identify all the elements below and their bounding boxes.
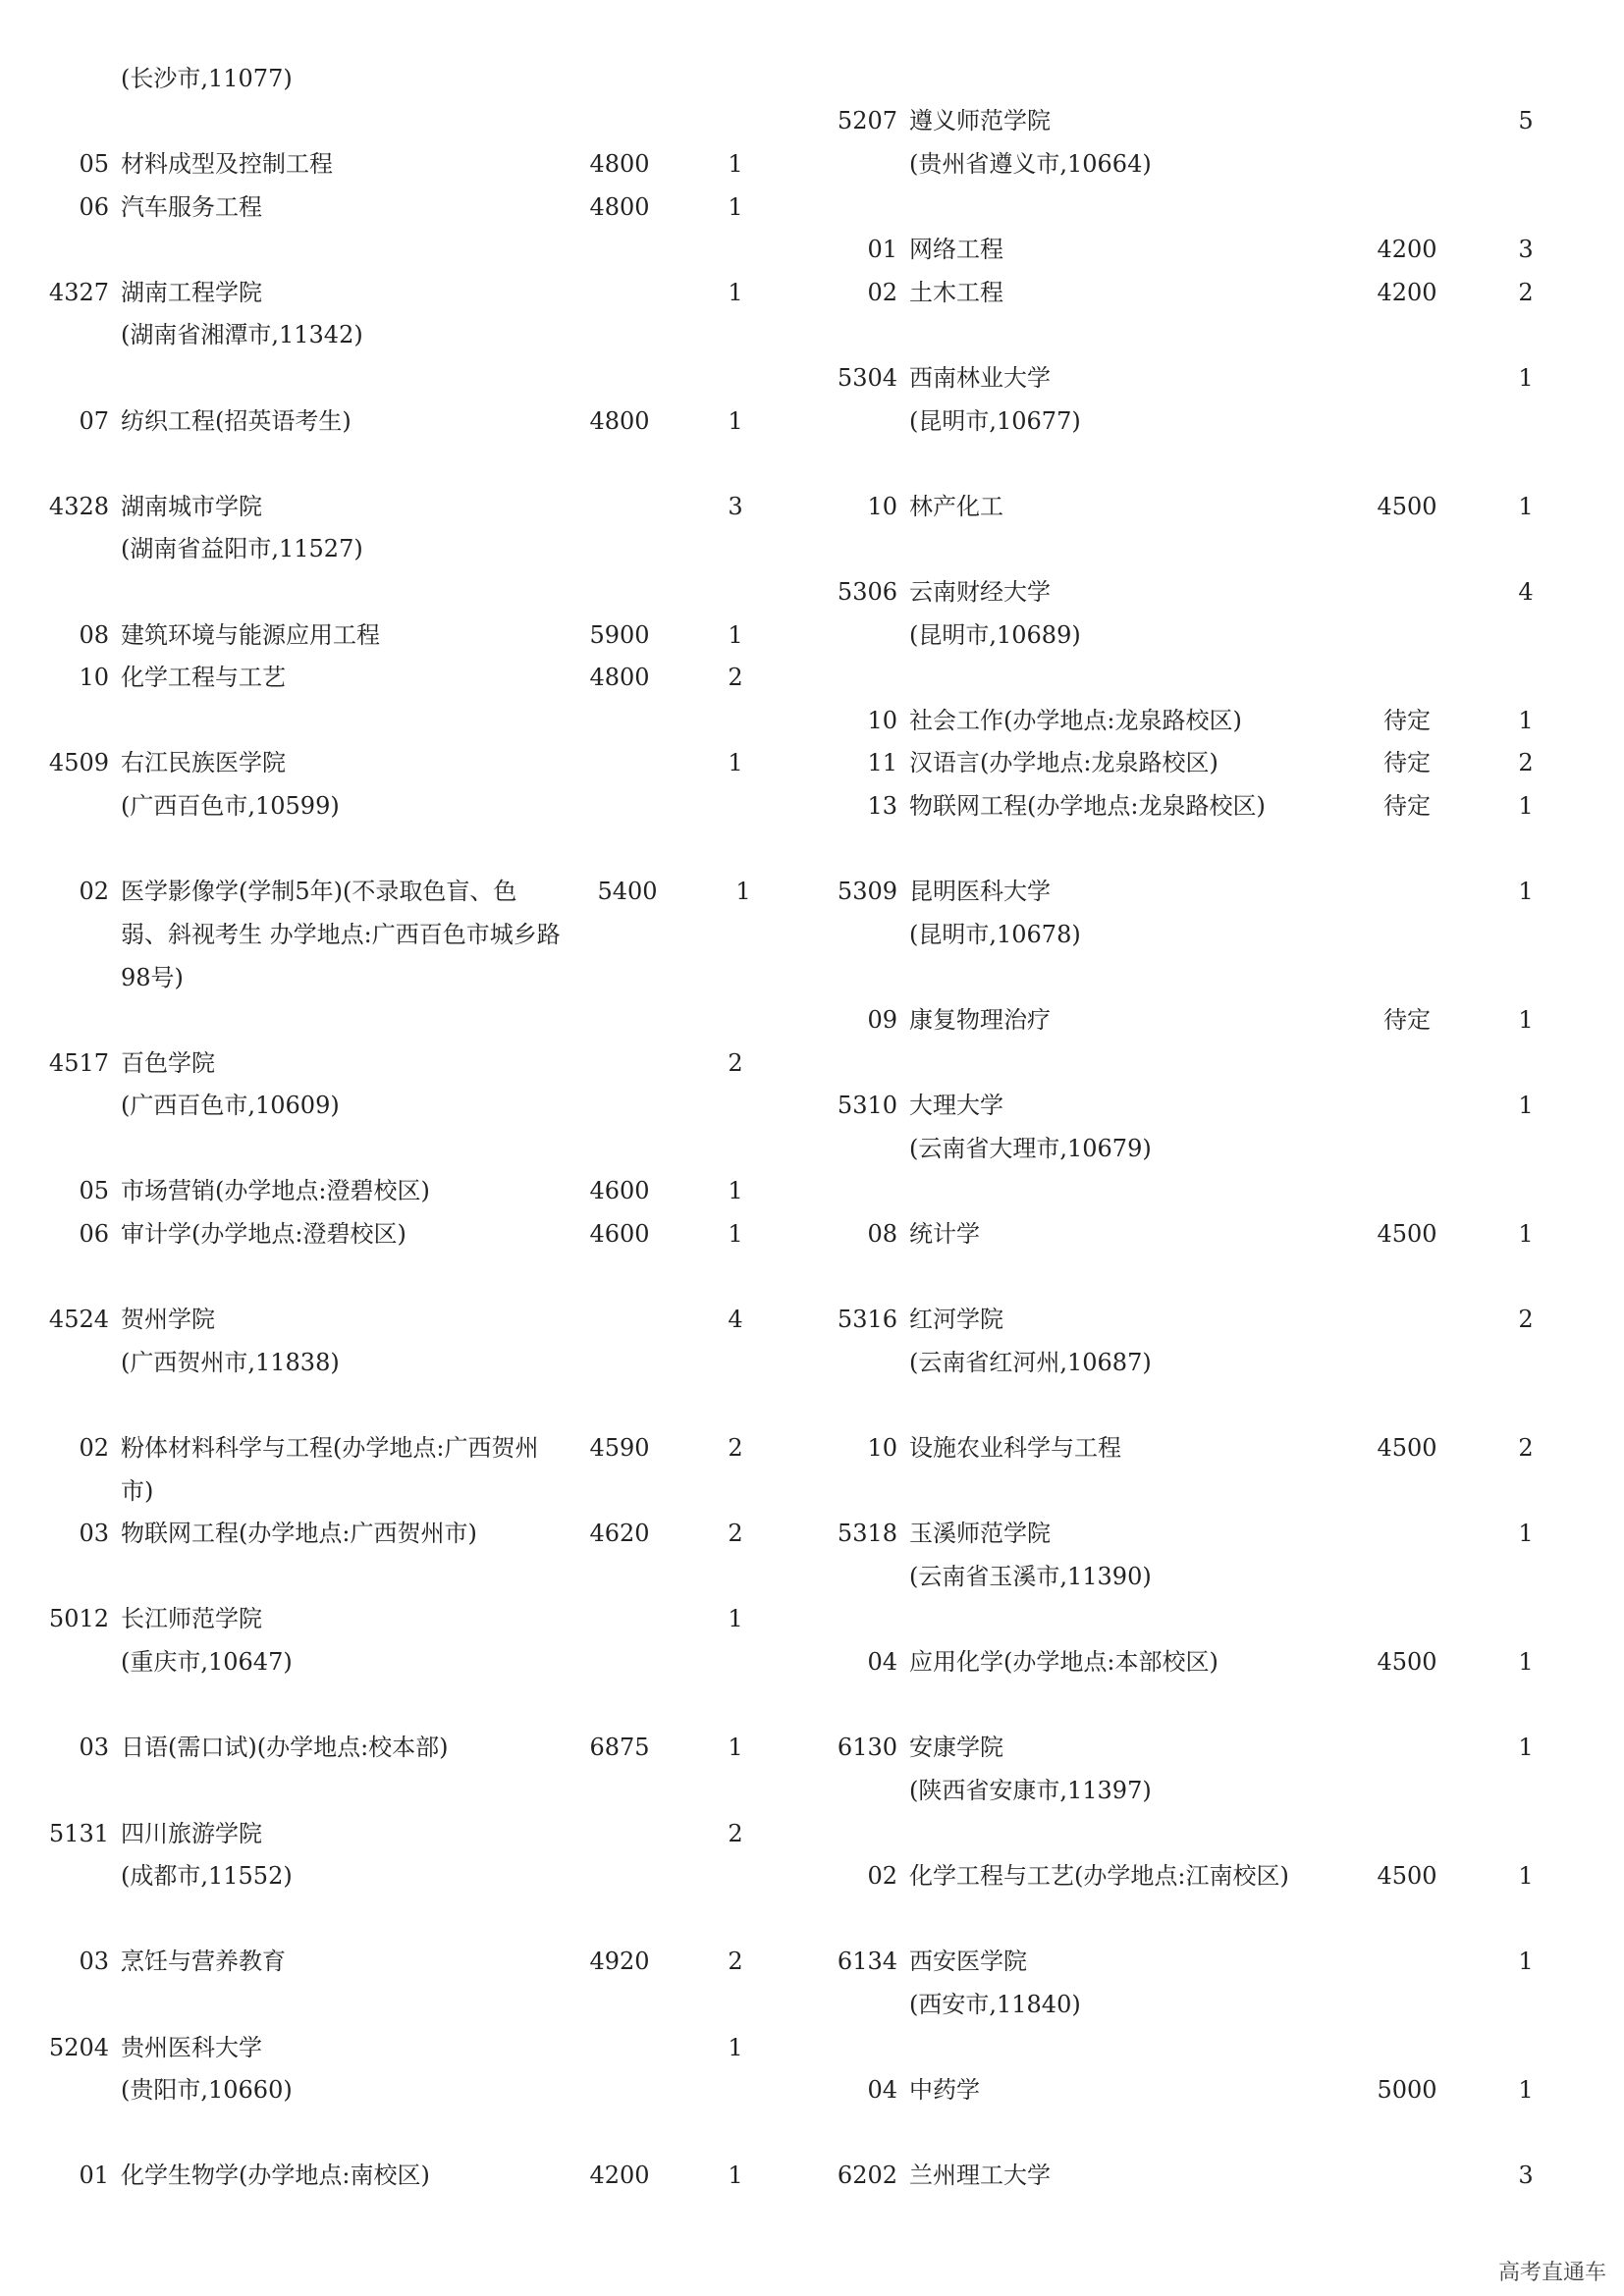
plan-count: 1	[1518, 1862, 1534, 1890]
plan-count: 2	[728, 1049, 743, 1077]
tuition-fee: 4600	[589, 1177, 650, 1204]
school-location: (云南省大理市,10679)	[909, 1135, 1152, 1162]
major-name: 材料成型及控制工程	[121, 150, 333, 178]
major-row	[812, 998, 1624, 1041]
major-name: 建筑环境与能源应用工程	[121, 621, 380, 649]
school-name: 遵义师范学院	[909, 107, 1051, 134]
school-row	[812, 1084, 1624, 1127]
major-name: 化学工程与工艺(办学地点:江南校区)	[909, 1862, 1289, 1890]
major-row	[0, 2154, 812, 2197]
tuition-fee: 4200	[1377, 279, 1437, 306]
plan-count: 1	[1518, 2076, 1534, 2104]
major-row	[0, 656, 812, 699]
major-code: 02	[867, 279, 897, 306]
plan-count: 1	[1518, 1948, 1534, 1975]
major-name: 汽车服务工程	[121, 193, 262, 221]
plan-count: 1	[1518, 1006, 1534, 1034]
major-name: 应用化学(办学地点:本部校区)	[909, 1648, 1218, 1676]
plan-count: 2	[728, 1520, 743, 1547]
plan-count: 1	[735, 878, 751, 905]
school-location: (昆明市,10678)	[909, 921, 1081, 948]
major-row	[812, 2068, 1624, 2111]
major-name: 康复物理治疗	[909, 1006, 1051, 1034]
school-code: 5204	[48, 2034, 109, 2061]
school-code: 6202	[837, 2162, 897, 2189]
school-location: (云南省玉溪市,11390)	[909, 1563, 1152, 1590]
major-name: 物联网工程(办学地点:广西贺州市)	[121, 1520, 477, 1547]
plan-count: 1	[1518, 1220, 1534, 1248]
major-row	[0, 1212, 812, 1255]
school-location-row	[812, 142, 1624, 186]
plan-count: 2	[1518, 1434, 1534, 1462]
school-row	[0, 1597, 812, 1640]
school-name: 兰州理工大学	[909, 2162, 1051, 2189]
plan-count: 2	[1518, 279, 1534, 306]
school-location-row	[812, 1555, 1624, 1598]
school-location: (广西百色市,10609)	[121, 1092, 340, 1119]
school-name: 贵州医科大学	[121, 2034, 262, 2061]
school-code: 6134	[837, 1948, 897, 1975]
tuition-fee: 待定	[1383, 707, 1431, 734]
tuition-fee: 待定	[1383, 1006, 1431, 1034]
school-code: 6130	[837, 1734, 897, 1761]
school-location-row	[812, 1127, 1624, 1170]
plan-count: 2	[1518, 749, 1534, 776]
school-location: (云南省红河州,10687)	[909, 1349, 1152, 1376]
school-location-row	[812, 400, 1624, 443]
school-name: 百色学院	[121, 1049, 215, 1077]
school-location: (陕西省安康市,11397)	[909, 1777, 1152, 1804]
major-code: 05	[79, 1177, 109, 1204]
plan-count: 2	[728, 1434, 743, 1462]
tuition-fee: 4500	[1377, 1220, 1437, 1248]
plan-count: 2	[1518, 1306, 1534, 1333]
tuition-fee: 4620	[589, 1520, 650, 1547]
school-name: 安康学院	[909, 1734, 1003, 1761]
major-code: 10	[79, 664, 109, 691]
major-row	[0, 142, 812, 186]
major-name: 设施农业科学与工程	[909, 1434, 1121, 1462]
plan-count: 1	[1518, 493, 1534, 520]
major-row	[812, 699, 1624, 742]
plan-count: 4	[728, 1306, 743, 1333]
major-name: 统计学	[909, 1220, 980, 1248]
school-row	[812, 2154, 1624, 2197]
school-location: (贵州省遵义市,10664)	[909, 150, 1152, 178]
school-name: 云南财经大学	[909, 578, 1051, 606]
tuition-fee: 4200	[1377, 236, 1437, 263]
school-location: (长沙市,11077)	[121, 65, 293, 92]
school-location-row	[0, 1084, 812, 1127]
major-row	[812, 1212, 1624, 1255]
major-code: 06	[79, 1220, 109, 1248]
tuition-fee: 待定	[1383, 792, 1431, 820]
major-name: 土木工程	[909, 279, 1003, 306]
school-location: (广西贺州市,11838)	[121, 1349, 340, 1376]
school-name: 西南林业大学	[909, 364, 1051, 392]
school-name: 红河学院	[909, 1306, 1003, 1333]
tuition-fee: 4500	[1377, 1648, 1437, 1676]
major-code: 01	[867, 236, 897, 263]
school-row	[812, 570, 1624, 614]
major-name: 医学影像学(学制5年)(不录取色盲、色弱、斜视考生 办学地点:广西百色市城乡路98号)	[121, 878, 561, 991]
school-name: 玉溪师范学院	[909, 1520, 1051, 1547]
major-row	[812, 271, 1624, 314]
major-code: 03	[79, 1734, 109, 1761]
school-code: 5304	[837, 364, 897, 392]
school-location-row	[0, 313, 812, 356]
school-code: 4524	[48, 1306, 109, 1333]
school-location: (昆明市,10677)	[909, 407, 1081, 435]
major-row	[0, 1940, 812, 1983]
school-location-row	[0, 1341, 812, 1384]
major-name: 网络工程	[909, 236, 1003, 263]
tuition-fee: 4200	[589, 2162, 650, 2189]
plan-count: 1	[1518, 792, 1534, 820]
school-location-row	[0, 57, 812, 100]
school-name: 昆明医科大学	[909, 878, 1051, 905]
major-code: 02	[79, 1434, 109, 1462]
school-location: (昆明市,10689)	[909, 621, 1081, 649]
major-code: 04	[867, 2076, 897, 2104]
major-row	[812, 1426, 1624, 1469]
major-code: 07	[79, 407, 109, 435]
major-name: 化学工程与工艺	[121, 664, 286, 691]
tuition-fee: 4500	[1377, 1434, 1437, 1462]
plan-count: 1	[728, 150, 743, 178]
school-location-row	[812, 913, 1624, 956]
plan-count: 3	[1518, 236, 1534, 263]
plan-count: 1	[1518, 1648, 1534, 1676]
major-name: 物联网工程(办学地点:龙泉路校区)	[909, 792, 1266, 820]
major-code: 02	[79, 878, 109, 905]
plan-count: 1	[728, 1605, 743, 1632]
school-location-row	[0, 784, 812, 828]
tuition-fee: 4590	[589, 1434, 650, 1462]
plan-count: 1	[728, 2162, 743, 2189]
major-row	[0, 400, 812, 443]
plan-count: 1	[728, 193, 743, 221]
major-name: 社会工作(办学地点:龙泉路校区)	[909, 707, 1242, 734]
major-code: 08	[867, 1220, 897, 1248]
school-location-row	[0, 527, 812, 570]
school-location-row	[0, 2068, 812, 2111]
school-name: 大理大学	[909, 1092, 1003, 1119]
school-row	[812, 99, 1624, 142]
school-row	[812, 1512, 1624, 1555]
plan-count: 1	[728, 279, 743, 306]
major-code: 01	[79, 2162, 109, 2189]
major-name: 粉体材料科学与工程(办学地点:广西贺州市)	[121, 1434, 539, 1505]
major-row	[0, 870, 812, 991]
major-code: 06	[79, 193, 109, 221]
major-name: 市场营销(办学地点:澄碧校区)	[121, 1177, 430, 1204]
school-row	[812, 1726, 1624, 1769]
school-code: 5309	[837, 878, 897, 905]
tuition-fee: 4800	[589, 664, 650, 691]
school-code: 5012	[48, 1605, 109, 1632]
school-row	[0, 271, 812, 314]
school-location: (广西百色市,10599)	[121, 792, 340, 820]
school-code: 4509	[48, 749, 109, 776]
major-row	[0, 614, 812, 657]
school-name: 长江师范学院	[121, 1605, 262, 1632]
plan-count: 1	[728, 2034, 743, 2061]
school-code: 4328	[48, 493, 109, 520]
school-code: 4517	[48, 1049, 109, 1077]
major-name: 审计学(办学地点:澄碧校区)	[121, 1220, 406, 1248]
school-code: 4327	[48, 279, 109, 306]
tuition-fee: 4800	[589, 150, 650, 178]
school-location: (成都市,11552)	[121, 1862, 293, 1890]
plan-count: 1	[728, 621, 743, 649]
school-location-row	[0, 1854, 812, 1897]
major-code: 04	[867, 1648, 897, 1676]
major-name: 烹饪与营养教育	[121, 1948, 286, 1975]
school-location-row	[812, 614, 1624, 657]
school-location: (湖南省湘潭市,11342)	[121, 321, 363, 348]
school-name: 湖南工程学院	[121, 279, 262, 306]
plan-count: 1	[728, 1220, 743, 1248]
school-name: 右江民族医学院	[121, 749, 286, 776]
major-name: 汉语言(办学地点:龙泉路校区)	[909, 749, 1218, 776]
major-row	[812, 741, 1624, 784]
school-location: (湖南省益阳市,11527)	[121, 535, 363, 562]
major-code: 08	[79, 621, 109, 649]
school-location-row	[812, 1983, 1624, 2026]
major-name: 中药学	[909, 2076, 980, 2104]
plan-count: 1	[728, 749, 743, 776]
major-row	[0, 186, 812, 229]
school-row	[0, 2026, 812, 2069]
major-code: 10	[867, 1434, 897, 1462]
plan-count: 5	[1518, 107, 1534, 134]
watermark-text: 高考直通车	[1497, 2261, 1606, 2285]
plan-count: 1	[1518, 707, 1534, 734]
major-code: 10	[867, 707, 897, 734]
school-location: (西安市,11840)	[909, 1991, 1081, 2018]
major-code: 03	[79, 1948, 109, 1975]
major-code: 02	[867, 1862, 897, 1890]
school-name: 贺州学院	[121, 1306, 215, 1333]
school-location-row	[812, 1341, 1624, 1384]
school-row	[812, 1940, 1624, 1983]
school-row	[812, 870, 1624, 913]
major-row	[812, 228, 1624, 271]
tuition-fee: 4800	[589, 193, 650, 221]
tuition-fee: 4920	[589, 1948, 650, 1975]
major-row	[812, 784, 1624, 828]
major-row	[0, 1512, 812, 1555]
tuition-fee: 4500	[1377, 1862, 1437, 1890]
major-row	[0, 1726, 812, 1769]
plan-count: 1	[1518, 1092, 1534, 1119]
school-row	[0, 485, 812, 528]
school-location-row	[812, 1769, 1624, 1812]
school-location: (贵阳市,10660)	[121, 2076, 293, 2104]
school-name: 西安医学院	[909, 1948, 1027, 1975]
plan-count: 1	[1518, 1520, 1534, 1547]
tuition-fee: 5400	[597, 878, 658, 905]
school-location-row	[0, 1640, 812, 1683]
major-name: 纺织工程(招英语考生)	[121, 407, 352, 435]
major-code: 13	[867, 792, 897, 820]
tuition-fee: 4600	[589, 1220, 650, 1248]
major-code: 10	[867, 493, 897, 520]
plan-count: 2	[728, 664, 743, 691]
school-code: 5306	[837, 578, 897, 606]
major-name: 林产化工	[909, 493, 1003, 520]
school-row	[812, 1298, 1624, 1341]
plan-count: 1	[728, 407, 743, 435]
school-code: 5207	[837, 107, 897, 134]
major-row	[812, 485, 1624, 528]
major-name: 日语(需口试)(办学地点:校本部)	[121, 1734, 449, 1761]
tuition-fee: 4500	[1377, 493, 1437, 520]
school-row	[0, 1041, 812, 1085]
major-code: 03	[79, 1520, 109, 1547]
school-row	[0, 1812, 812, 1855]
major-code: 11	[867, 749, 897, 776]
major-row	[0, 1169, 812, 1212]
plan-count: 3	[728, 493, 743, 520]
plan-count: 1	[1518, 1734, 1534, 1761]
major-row	[812, 1640, 1624, 1683]
school-code: 5310	[837, 1092, 897, 1119]
school-code: 5318	[837, 1520, 897, 1547]
plan-count: 3	[1518, 2162, 1534, 2189]
major-row	[812, 1854, 1624, 1897]
school-code: 5131	[48, 1820, 109, 1847]
school-location: (重庆市,10647)	[121, 1648, 293, 1676]
tuition-fee: 5000	[1377, 2076, 1437, 2104]
major-row	[0, 1426, 812, 1505]
school-row	[0, 1298, 812, 1341]
tuition-fee: 6875	[589, 1734, 650, 1761]
plan-count: 2	[728, 1820, 743, 1847]
tuition-fee: 5900	[589, 621, 650, 649]
major-code: 09	[867, 1006, 897, 1034]
plan-count: 1	[728, 1734, 743, 1761]
tuition-fee: 待定	[1383, 749, 1431, 776]
major-name: 化学生物学(办学地点:南校区)	[121, 2162, 430, 2189]
school-name: 湖南城市学院	[121, 493, 262, 520]
major-code: 05	[79, 150, 109, 178]
plan-count: 2	[728, 1948, 743, 1975]
school-name: 四川旅游学院	[121, 1820, 262, 1847]
school-row	[0, 741, 812, 784]
school-code: 5316	[837, 1306, 897, 1333]
plan-count: 1	[1518, 364, 1534, 392]
plan-count: 1	[728, 1177, 743, 1204]
plan-count: 4	[1518, 578, 1534, 606]
school-row	[812, 356, 1624, 400]
plan-count: 1	[1518, 878, 1534, 905]
tuition-fee: 4800	[589, 407, 650, 435]
